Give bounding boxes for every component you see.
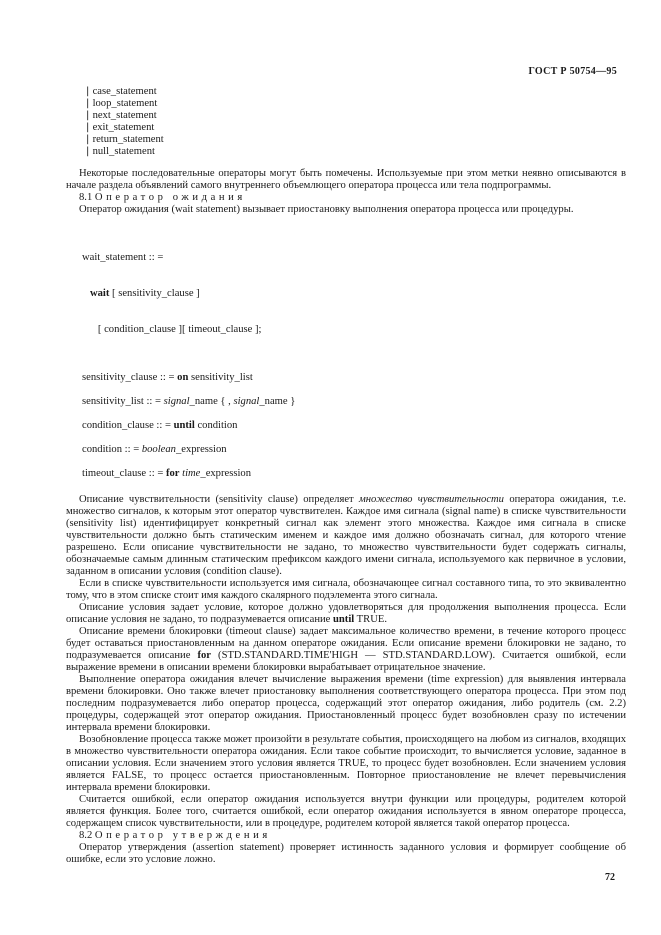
paragraph-wait-intro: Оператор ожидания (wait statement) вызывает приостановку выполнения оператора процесса или процедуры. [79, 204, 574, 215]
grammar-item: | case_statement [86, 86, 157, 97]
condition-clause-syntax: condition_clause :: = until condition [82, 420, 238, 431]
grammar-item: | next_statement [86, 110, 157, 121]
grammar-item: | exit_statement [86, 122, 155, 133]
page-header-standard: ГОСТ Р 50754—95 [528, 66, 617, 77]
grammar-item: | null_statement [86, 146, 155, 157]
sensitivity-list-syntax: sensitivity_list :: = signal_name { , signal_name } [82, 396, 296, 407]
page-content [66, 86, 626, 866]
sensitivity-clause-syntax: sensitivity_clause :: = on sensitivity_list [82, 372, 253, 383]
paragraph-assertion: Оператор утверждения (assertion statement) проверяет истинность заданного условия и формирует сообщение об ошибке, если это условие ложно. [66, 842, 626, 865]
timeout-clause-syntax: timeout_clause :: = for time_expression [82, 468, 251, 479]
grammar-item: | return_statement [86, 134, 164, 145]
paragraph-labels: Некоторые последовательные операторы могут быть помечены. Используемые при этом метки неявно описываются в начале раздела объявлений самого внутреннего объемлющего оператора процесса или тела подпрограммы. [66, 168, 626, 191]
grammar-item: | loop_statement [86, 98, 158, 109]
paragraph-condition: Описание условия задает условие, которое должно удовлетворяться для продолжения выполнения процесса. Если описание условия не задано, то подразумевается описание until TRUE. [66, 602, 626, 625]
wait-statement-syntax: wait_statement :: = wait [ sensitivity_clause ] [ condition_clause ][ timeout_clause ]; [82, 252, 262, 335]
paragraph-errors: Считается ошибкой, если оператор ожидания используется внутри функции или процедуры, родителем которой является функция. Более того, считается ошибкой, если оператор ожидания используется в явном операторе процесса, содержащем список чувствительности, или в процедуре, родителем которой является такой оператор процесса. [66, 794, 626, 829]
condition-syntax: condition :: = boolean_expression [82, 444, 227, 455]
section-heading-8-1: 8.1 Оператор ожидания [79, 192, 246, 203]
paragraph-timeout: Описание времени блокировки (timeout clause) задает максимальное количество времени, в течение которого процесс будет оставаться приостановленным на данном операторе ожидания. Если описание времени блокировки не задано, то подразумевается описание for (STD.STANDARD.TIME'HIGH — STD.STANDARD.LOW). Считается ошибкой, если выражение времени в описании времени блокировки вырабатывает отрицательное значение. [66, 626, 626, 673]
section-heading-8-2: 8.2 Оператор утверждения [79, 830, 271, 841]
paragraph-resume: Возобновление процесса также может произойти в результате события, происходящего на любом из сигналов, входящих в множество чувствительности оператора ожидания. Если такое событие происходит, то вычисляется условие, заданное в описании условия. Если значением этого условия является TRUE, то процесс будет возобновлен. Если значением условия является FALSE, то процесс остается приостановленным. Повторное приостановление не влечет перевычисления интервала времени блокировки. [66, 734, 626, 793]
grammar-list [66, 86, 626, 158]
paragraph-execution: Выполнение оператора ожидания влечет вычисление выражения времени (time expression) для выявления интервала времени блокировки. Оно также влечет приостановку выполнения соответствующего оператора процесса. При этом под последним подразумевается либо оператор процесса, содержащий этот оператор ожидания, либо родитель (см. 2.2) процедуры, содержащей этот оператор ожидания. Приостановленный процесс будет возобновлен сразу по истечении интервала времени блокировки. [66, 674, 626, 733]
paragraph-composite-signal: Если в списке чувствительности используется имя сигнала, обозначающее сигнал составного типа, то это эквивалентно тому, что в этом списке стоит имя каждого скалярного подэлемента этого сигнала. [66, 578, 626, 601]
paragraph-sensitivity: Описание чувствительности (sensitivity clause) определяет множество чувствительности оператора ожидания, т.е. множество сигналов, к которым этот оператор чувствителен. Каждое имя сигнала (signal name) в списке чувствительности (sensitivity list) идентифицирует конкретный сигнал как элемент этого множества. Каждое имя сигнала в списке чувствительности должно быть статическим именем и каждое имя должно обозначать сигнал, для которого чтение разрешено. Если описание чувствительности не задано, то множество чувствительности будет содержать сигналы, обозначаемые самым длинным статическим префиксом каждого имени сигнала, используемого как первичное в условии, заданном в описании условия (condition clause). [66, 494, 626, 577]
page-number: 72 [605, 872, 615, 883]
